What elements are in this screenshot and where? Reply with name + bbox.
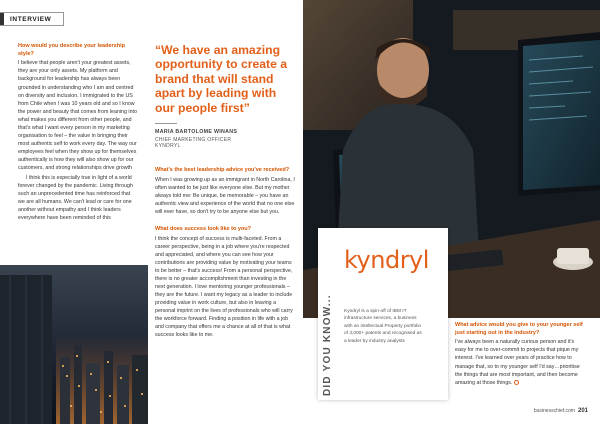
byline-name: MARIA BARTOLOME WINANS	[155, 128, 238, 135]
question-leadership-style: How would you describe your leadership style?	[18, 43, 125, 57]
end-mark-icon	[514, 380, 519, 385]
answer-leadership-style-p2: I think this is especially true in light of a world forever changed by the pandemic. Living through such an unprecedented time has reinforced that we are all humans. We can't lead or care for one another without empathy and I think leaders everywhere have been reminded of this	[18, 175, 133, 222]
section-tab	[0, 12, 64, 26]
page-number: 201	[577, 408, 588, 414]
byline-role: CHIEF MARKETING OFFICER	[155, 136, 232, 143]
answer-younger-self-text: I've always been a naturally curious person and it's easy for me to over-commit to projects that pique my interest. I've learned over years of practice how to manage that, so to my younger self I'd say…prioritise the things that are most important, and then become amazing at those things.	[455, 339, 580, 386]
answer-leadership-style-p1: I believe that people aren't your greatest assets, they are your only assets. My platform and background for leadership has always been grounded in understanding who I am and centred on diversity and inclusion. I immigrated to the US from Chile when I was 10 years old and so I know the power and beauty that comes from leaning into what makes you different from other people, and that's what I want every person in my marketing organisation to feel – the value in bringing their most authentic self to work every day. The way our employees feel when they show up for themselves authentically is how they will also show up for our customers, and strong relationships drive growth	[18, 60, 137, 171]
did-you-know-box	[318, 228, 448, 400]
kyndryl-logo: kyndryl	[344, 246, 429, 274]
did-you-know-label: DID YOU KNOW...	[322, 294, 333, 396]
tab-bar	[0, 13, 4, 25]
answer-success: I think the concept of success is multi-faceted. From a career perspective, being in a job where you're respected and appreciated, and where you can see how your contributions are providing value by motivating your teams to be better – that's success! From a personal perspective, there is no greater accomplishment than investing in the next generation. I love mentoring younger professionals – they are the future. I want my legacy as a leader to include providing value in work culture, but also in leaving a personal imprint on the lives of professionals who will carry the workforce forward. Finding a position in life with a job and company that offers me a chance at all of that is what success looks like to me.	[155, 235, 293, 339]
did-you-know-text: Kyndryl is a spin-off of IBM IT infrastructure services, a business with an intellectual Property portfolio of 3,000+ patents and recognised as a leader by industry analysts	[344, 309, 422, 344]
byline-company: KYNDRYL	[155, 142, 181, 149]
pull-quote-block	[155, 43, 295, 149]
question-best-advice: What's the best leadership advice you've received?	[155, 167, 290, 173]
city-skyline-image	[0, 265, 148, 424]
quote-divider	[155, 123, 177, 124]
pull-quote: “We have an amazing opportunity to create a brand that will stand apart by leading with our people first”	[155, 43, 288, 115]
question-younger-self: What advice would you give to your younger self just starting out in the industry?	[455, 322, 583, 336]
footer-site: businesschief.com	[533, 408, 575, 414]
page-footer	[534, 408, 588, 414]
question-success: What does success look like to you?	[155, 225, 251, 232]
section-tab-label: INTERVIEW	[10, 15, 52, 23]
city-skyline-photo	[0, 265, 148, 424]
middle-column	[155, 167, 295, 339]
left-column	[18, 43, 138, 222]
answer-younger-self	[455, 338, 585, 386]
right-column	[455, 322, 585, 387]
answer-best-advice: When I was growing up as an immigrant in North Carolina, I often wanted to be just like everyone else. But my mother always told me: Be unique, be memorable – you have an authentic view and experience of the world that no one else will ever have, so don't try to be anyone else but you.	[155, 176, 295, 215]
